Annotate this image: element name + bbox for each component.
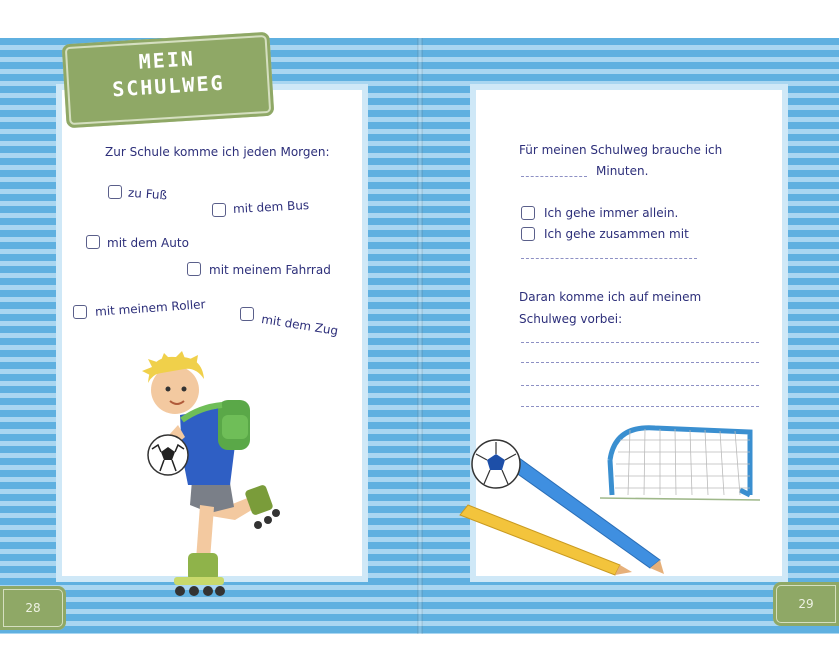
prompt-line-2: Schulweg vorbei: [519,312,623,326]
option-zu-fuss: zu Fuß [127,185,168,203]
checkbox-auto[interactable] [86,235,100,249]
answer-line-2[interactable] [521,362,759,363]
option-auto: mit dem Auto [107,236,189,250]
answer-line-4[interactable] [521,406,759,407]
soccer-ball-icon [472,440,520,488]
checkbox-zu-fuss[interactable] [108,185,122,199]
checkbox-zug[interactable] [240,307,254,321]
answer-line-1[interactable] [521,342,759,343]
answer-line-3[interactable] [521,385,759,386]
checkbox-allein[interactable] [521,206,535,220]
checkbox-zusammen[interactable] [521,227,535,241]
check-allein-label: Ich gehe immer allein. [544,206,679,220]
yellow-pencil-icon [460,505,632,575]
option-roller: mit meinem Roller [94,297,206,319]
left-question: Zur Schule komme ich jeden Morgen: [105,145,330,159]
minutes-blank[interactable] [521,176,587,177]
title-line-2: SCHULWEG [111,70,226,102]
page-number-right: 29 [773,582,839,626]
checkbox-fahrrad[interactable] [187,262,201,276]
goal-icon [600,428,760,500]
check-zusammen-label: Ich gehe zusammen mit [544,227,689,241]
option-fahrrad: mit meinem Fahrrad [209,263,331,277]
right-line-2: Minuten. [596,164,649,178]
checkbox-roller[interactable] [73,305,87,319]
ball-pencils-goal-illustration [450,420,780,580]
option-zug: mit dem Zug [260,312,340,338]
title-line-1: MEIN [138,46,196,74]
prompt-line-1: Daran komme ich auf meinem [519,290,702,304]
right-line-1: Für meinen Schulweg brauche ich [519,143,723,157]
page-number-left: 28 [0,586,66,630]
boy-rollerblading-illustration [130,345,290,605]
checkbox-bus[interactable] [212,203,226,217]
title-tag [62,32,275,129]
option-bus: mit dem Bus [232,198,310,216]
companion-blank[interactable] [521,258,697,259]
book-gutter [417,38,423,634]
